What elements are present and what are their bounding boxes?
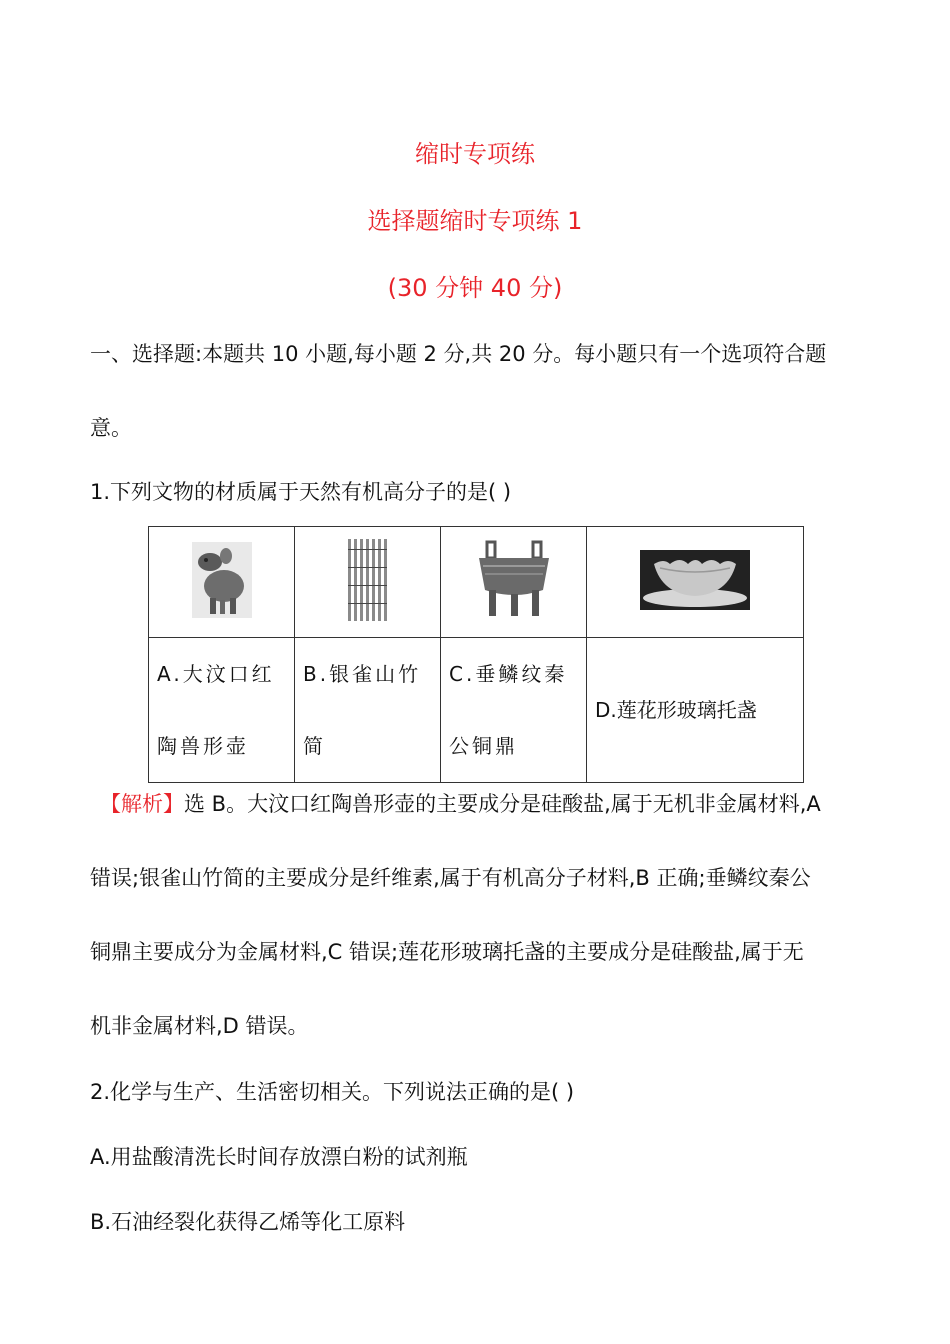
question-2-option-a: A.用盐酸清洗长时间存放漂白粉的试剂瓶 <box>90 1145 468 1169</box>
bronze-ding-icon <box>473 540 555 624</box>
option-b-image-cell <box>295 527 441 638</box>
option-d-label-line1: D.莲花形玻璃托盏 <box>595 698 757 722</box>
option-a-label-line2: 陶兽形壶 <box>157 734 249 758</box>
option-d-label-cell <box>587 638 804 783</box>
option-c-label-line2: 公铜鼎 <box>449 734 518 758</box>
time-score: (30 分钟 40 分) <box>387 274 563 302</box>
analysis-line-1 <box>100 788 821 818</box>
section-instruction-line2: 意。 <box>90 416 132 440</box>
option-a-image-cell <box>149 527 295 638</box>
page-subtitle: 选择题缩时专项练 1 <box>367 207 583 235</box>
option-b-label-cell <box>295 638 441 783</box>
bamboo-slips-icon <box>346 539 390 625</box>
option-c-image-cell <box>441 527 587 638</box>
option-d-image-cell <box>587 527 804 638</box>
question-2-option-b: B.石油经裂化获得乙烯等化工原料 <box>90 1210 406 1234</box>
glass-lotus-bowl-icon <box>640 550 750 614</box>
analysis-tag: 【解析】 <box>100 792 184 816</box>
analysis-text-1: 选 B。大汶口红陶兽形壶的主要成分是硅酸盐,属于无机非金属材料,A <box>184 792 821 816</box>
analysis-line-2: 错误;银雀山竹简的主要成分是纤维素,属于有机高分子材料,B 正确;垂鳞纹秦公 <box>90 866 811 890</box>
option-a-label-cell <box>149 638 295 783</box>
page-title: 缩时专项练 <box>415 140 535 168</box>
option-b-label-line1: B.银雀山竹 <box>303 662 422 686</box>
pottery-animal-pot-icon <box>192 542 252 622</box>
option-a-label-line1: A.大汶口红 <box>157 662 275 686</box>
analysis-line-3: 铜鼎主要成分为金属材料,C 错误;莲花形玻璃托盏的主要成分是硅酸盐,属于无 <box>90 940 804 964</box>
analysis-line-4: 机非金属材料,D 错误。 <box>90 1014 309 1038</box>
question-1-stem: 1.下列文物的材质属于天然有机高分子的是( ) <box>90 480 512 504</box>
section-instruction-line1: 一、选择题:本题共 10 小题,每小题 2 分,共 20 分。每小题只有一个选项符合题 <box>90 342 827 366</box>
option-c-label-cell <box>441 638 587 783</box>
question-1-options-table <box>148 526 804 783</box>
question-2-stem: 2.化学与生产、生活密切相关。下列说法正确的是( ) <box>90 1080 575 1104</box>
option-c-label-line1: C.垂鳞纹秦 <box>449 662 568 686</box>
option-b-label-line2: 简 <box>303 734 326 758</box>
